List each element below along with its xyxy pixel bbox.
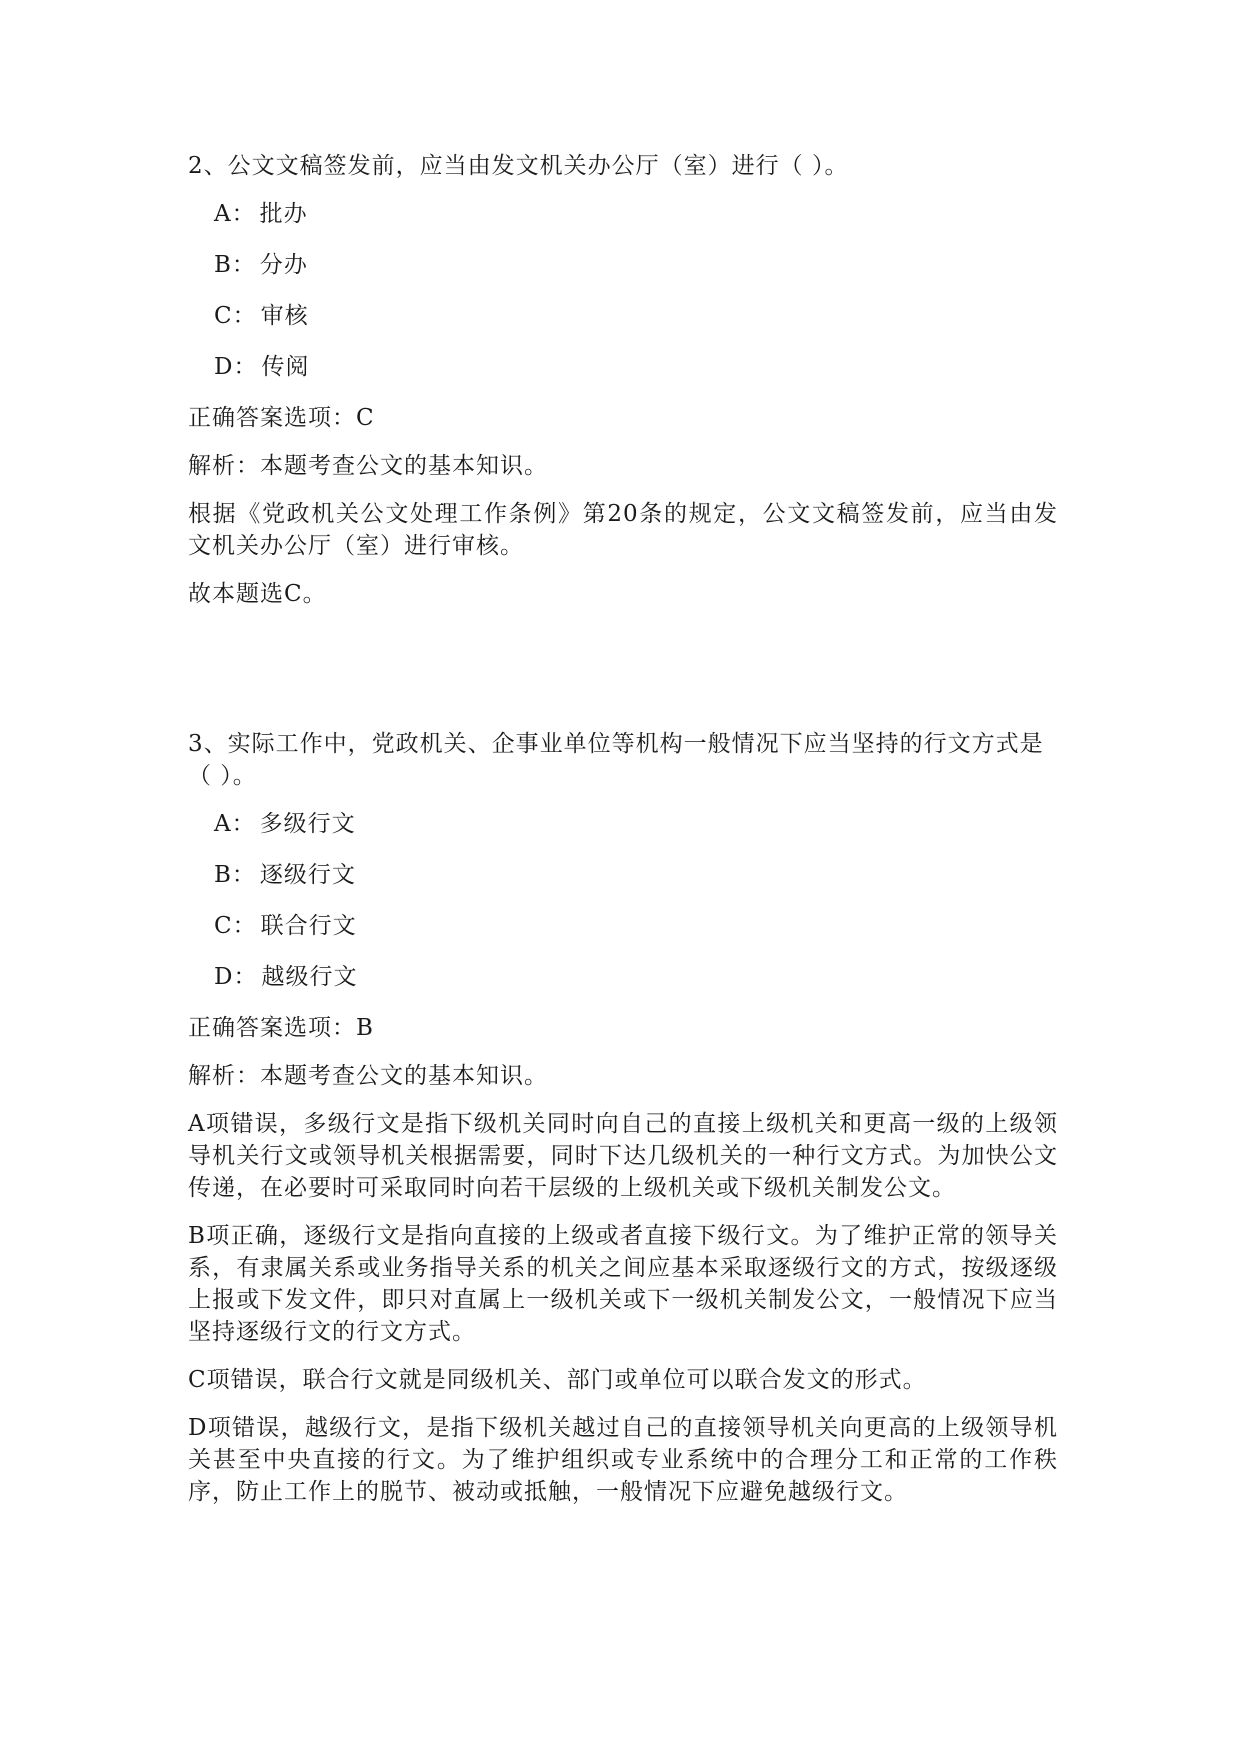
option-key: A：	[214, 811, 256, 837]
option-key: D：	[214, 354, 258, 380]
correct-answer: 正确答案选项：B	[188, 1015, 374, 1041]
correct-answer: 正确答案选项：C	[188, 405, 375, 431]
explanation-paragraph: A项错误，多级行文是指下级机关同时向自己的直接上级机关和更高一级的上级领导机关行文或领导机关根据需要，同时下达几级机关的一种行文方式。为加快公文传递，在必要时可采取同时向若干层级的上级机关或下级机关制发公文。	[188, 1111, 1058, 1201]
option-key: D：	[214, 964, 258, 990]
option-c	[214, 910, 1058, 942]
option-key: A：	[214, 201, 256, 227]
question-block	[188, 728, 1058, 1524]
option-key: C：	[214, 913, 257, 939]
option-a	[214, 808, 1058, 840]
option-text: 审核	[260, 303, 309, 329]
explanation-paragraph: 根据《党政机关公文处理工作条例》第20条的规定，公文文稿签发前，应当由发文机关办公厅（室）进行审核。	[188, 501, 1058, 559]
option-b	[214, 859, 1058, 891]
option-d	[214, 351, 1058, 383]
option-key: B：	[214, 252, 256, 278]
option-text: 批办	[259, 201, 308, 227]
explanation-paragraph: D项错误，越级行文，是指下级机关越过自己的直接领导机关向更高的上级领导机关甚至中央直接的行文。为了维护组织或专业系统中的合理分工和正常的工作秩序，防止工作上的脱节、被动或抵触，一般情况下应避免越级行文。	[188, 1415, 1058, 1505]
explanation-paragraph: B项正确，逐级行文是指向直接的上级或者直接下级行文。为了维护正常的领导关系，有隶属关系或业务指导关系的机关之间应基本采取逐级行文的方式，按级逐级上报或下发文件，即只对直属上一级机关或下一级机关制发公文，一般情况下应当坚持逐级行文的行文方式。	[188, 1223, 1058, 1345]
question-stem: 3、实际工作中，党政机关、企事业单位等机构一般情况下应当坚持的行文方式是（ ）。	[188, 731, 1044, 789]
question-block	[188, 150, 1058, 626]
explanation-heading: 解析：本题考查公文的基本知识。	[188, 1063, 548, 1089]
option-text: 多级行文	[259, 811, 356, 837]
explanation-paragraph: C项错误，联合行文就是同级机关、部门或单位可以联合发文的形式。	[188, 1367, 927, 1393]
option-key: C：	[214, 303, 257, 329]
option-b	[214, 249, 1058, 281]
option-text: 联合行文	[260, 913, 357, 939]
option-a	[214, 198, 1058, 230]
explanation-paragraph: 故本题选C。	[188, 581, 327, 607]
option-text: 逐级行文	[259, 862, 356, 888]
option-key: B：	[214, 862, 256, 888]
option-d	[214, 961, 1058, 993]
explanation-heading: 解析：本题考查公文的基本知识。	[188, 453, 548, 479]
option-text: 分办	[259, 252, 308, 278]
option-text: 越级行文	[261, 964, 358, 990]
question-stem: 2、公文文稿签发前，应当由发文机关办公厅（室）进行（ ）。	[188, 153, 849, 179]
option-text: 传阅	[261, 354, 310, 380]
option-c	[214, 300, 1058, 332]
